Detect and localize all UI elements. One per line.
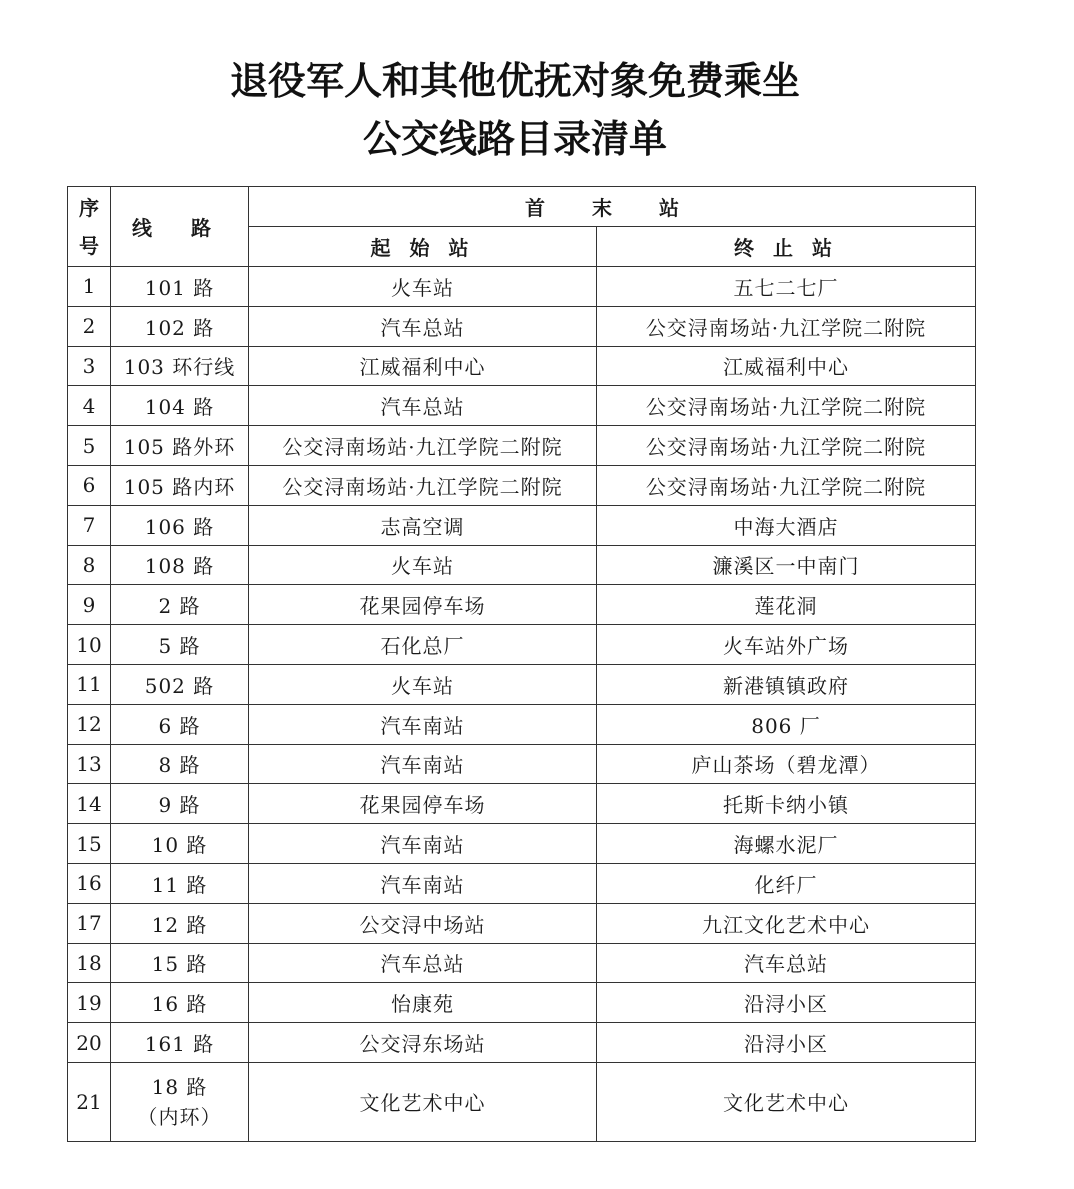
- cell-start-station: 江威福利中心: [249, 346, 597, 386]
- bus-routes-table: [67, 186, 976, 1142]
- cell-seq: 12: [68, 704, 111, 744]
- header-terminals: 首 末 站: [249, 187, 976, 227]
- cell-end-station: 沿浔小区: [597, 1023, 976, 1063]
- table-row: [68, 1062, 976, 1141]
- table-row: [68, 386, 976, 426]
- cell-line: [111, 1062, 249, 1141]
- cell-start-station: 汽车总站: [249, 306, 597, 346]
- cell-line: 16 路: [111, 983, 249, 1023]
- cell-end-station: 濂溪区一中南门: [597, 545, 976, 585]
- cell-end-station: 江威福利中心: [597, 346, 976, 386]
- cell-seq: 5: [68, 426, 111, 466]
- cell-start-station: 汽车总站: [249, 386, 597, 426]
- cell-start-station: 汽车总站: [249, 943, 597, 983]
- table-row: [68, 824, 976, 864]
- table-row: [68, 267, 976, 307]
- cell-seq: 19: [68, 983, 111, 1023]
- cell-end-station: 806 厂: [597, 704, 976, 744]
- table-row: [68, 903, 976, 943]
- cell-line: 101 路: [111, 267, 249, 307]
- cell-start-station: 怡康苑: [249, 983, 597, 1023]
- cell-end-station: 海螺水泥厂: [597, 824, 976, 864]
- cell-line: 11 路: [111, 863, 249, 903]
- cell-end-station: 庐山茶场（碧龙潭）: [597, 744, 976, 784]
- table-row: [68, 505, 976, 545]
- cell-seq: 17: [68, 903, 111, 943]
- cell-start-station: 公交浔东场站: [249, 1023, 597, 1063]
- cell-seq: 6: [68, 465, 111, 505]
- cell-line: 106 路: [111, 505, 249, 545]
- cell-end-station: 九江文化艺术中心: [597, 903, 976, 943]
- cell-line: 9 路: [111, 784, 249, 824]
- cell-seq: 20: [68, 1023, 111, 1063]
- cell-start-station: 花果园停车场: [249, 585, 597, 625]
- cell-start-station: 公交浔中场站: [249, 903, 597, 943]
- cell-end-station: 化纤厂: [597, 863, 976, 903]
- cell-end-station: 莲花洞: [597, 585, 976, 625]
- cell-line: 10 路: [111, 824, 249, 864]
- cell-start-station: 火车站: [249, 267, 597, 307]
- cell-start-station: 石化总厂: [249, 625, 597, 665]
- cell-seq: 1: [68, 267, 111, 307]
- cell-line: 161 路: [111, 1023, 249, 1063]
- cell-start-station: 火车站: [249, 545, 597, 585]
- table-row: [68, 863, 976, 903]
- table-row: [68, 585, 976, 625]
- cell-seq: 8: [68, 545, 111, 585]
- cell-start-station: 汽车南站: [249, 824, 597, 864]
- cell-end-station: 火车站外广场: [597, 625, 976, 665]
- cell-end-station: 汽车总站: [597, 943, 976, 983]
- cell-end-station: 中海大酒店: [597, 505, 976, 545]
- cell-seq: 11: [68, 664, 111, 704]
- header-seq-label: 序号: [79, 195, 99, 258]
- table-row: [68, 1023, 976, 1063]
- table-row: [68, 426, 976, 466]
- cell-end-station: 公交浔南场站·九江学院二附院: [597, 386, 976, 426]
- title-line-1: 退役军人和其他优抚对象免费乘坐: [229, 59, 800, 103]
- cell-line: 102 路: [111, 306, 249, 346]
- table-row: [68, 784, 976, 824]
- cell-seq: 21: [68, 1062, 111, 1141]
- cell-start-station: 公交浔南场站·九江学院二附院: [249, 426, 597, 466]
- cell-end-station: 公交浔南场站·九江学院二附院: [597, 465, 976, 505]
- cell-end-station: 托斯卡纳小镇: [597, 784, 976, 824]
- cell-line: 15 路: [111, 943, 249, 983]
- cell-seq: 10: [68, 625, 111, 665]
- cell-line: 8 路: [111, 744, 249, 784]
- cell-end-station: 公交浔南场站·九江学院二附院: [597, 426, 976, 466]
- cell-end-station: 公交浔南场站·九江学院二附院: [597, 306, 976, 346]
- table-row: [68, 983, 976, 1023]
- cell-start-station: 志高空调: [249, 505, 597, 545]
- cell-seq: 7: [68, 505, 111, 545]
- header-end-station: 终 止 站: [597, 227, 976, 267]
- cell-line: 108 路: [111, 545, 249, 585]
- title-line-2: 公交线路目录清单: [362, 117, 667, 161]
- cell-seq: 2: [68, 306, 111, 346]
- cell-start-station: 花果园停车场: [249, 784, 597, 824]
- cell-line: 5 路: [111, 625, 249, 665]
- cell-seq: 18: [68, 943, 111, 983]
- cell-seq: 13: [68, 744, 111, 784]
- header-seq: [68, 187, 111, 267]
- table-row: [68, 465, 976, 505]
- cell-line: 502 路: [111, 664, 249, 704]
- cell-line: 105 路内环: [111, 465, 249, 505]
- table-body: [68, 267, 976, 1142]
- cell-seq: 4: [68, 386, 111, 426]
- cell-start-station: 汽车南站: [249, 863, 597, 903]
- table-row: [68, 664, 976, 704]
- cell-end-station: 新港镇镇政府: [597, 664, 976, 704]
- cell-line-sub: （内环）: [137, 1104, 222, 1129]
- cell-start-station: 汽车南站: [249, 744, 597, 784]
- cell-line: 12 路: [111, 903, 249, 943]
- cell-end-station: 沿浔小区: [597, 983, 976, 1023]
- cell-seq: 16: [68, 863, 111, 903]
- header-start-station: 起 始 站: [249, 227, 597, 267]
- cell-seq: 9: [68, 585, 111, 625]
- cell-start-station: 公交浔南场站·九江学院二附院: [249, 465, 597, 505]
- cell-line: 105 路外环: [111, 426, 249, 466]
- document-title: [0, 52, 1030, 168]
- table-row: [68, 744, 976, 784]
- header-line: 线 路: [111, 187, 249, 267]
- cell-line-main: 18 路: [151, 1074, 208, 1099]
- cell-seq: 15: [68, 824, 111, 864]
- cell-line: 103 环行线: [111, 346, 249, 386]
- table-row: [68, 346, 976, 386]
- cell-end-station: 文化艺术中心: [597, 1062, 976, 1141]
- table-row: [68, 704, 976, 744]
- cell-start-station: 火车站: [249, 664, 597, 704]
- table-row: [68, 625, 976, 665]
- cell-seq: 14: [68, 784, 111, 824]
- cell-start-station: 文化艺术中心: [249, 1062, 597, 1141]
- cell-line: 2 路: [111, 585, 249, 625]
- cell-start-station: 汽车南站: [249, 704, 597, 744]
- cell-line: 6 路: [111, 704, 249, 744]
- cell-line: 104 路: [111, 386, 249, 426]
- cell-end-station: 五七二七厂: [597, 267, 976, 307]
- table-row: [68, 545, 976, 585]
- table-row: [68, 943, 976, 983]
- cell-seq: 3: [68, 346, 111, 386]
- table-row: [68, 306, 976, 346]
